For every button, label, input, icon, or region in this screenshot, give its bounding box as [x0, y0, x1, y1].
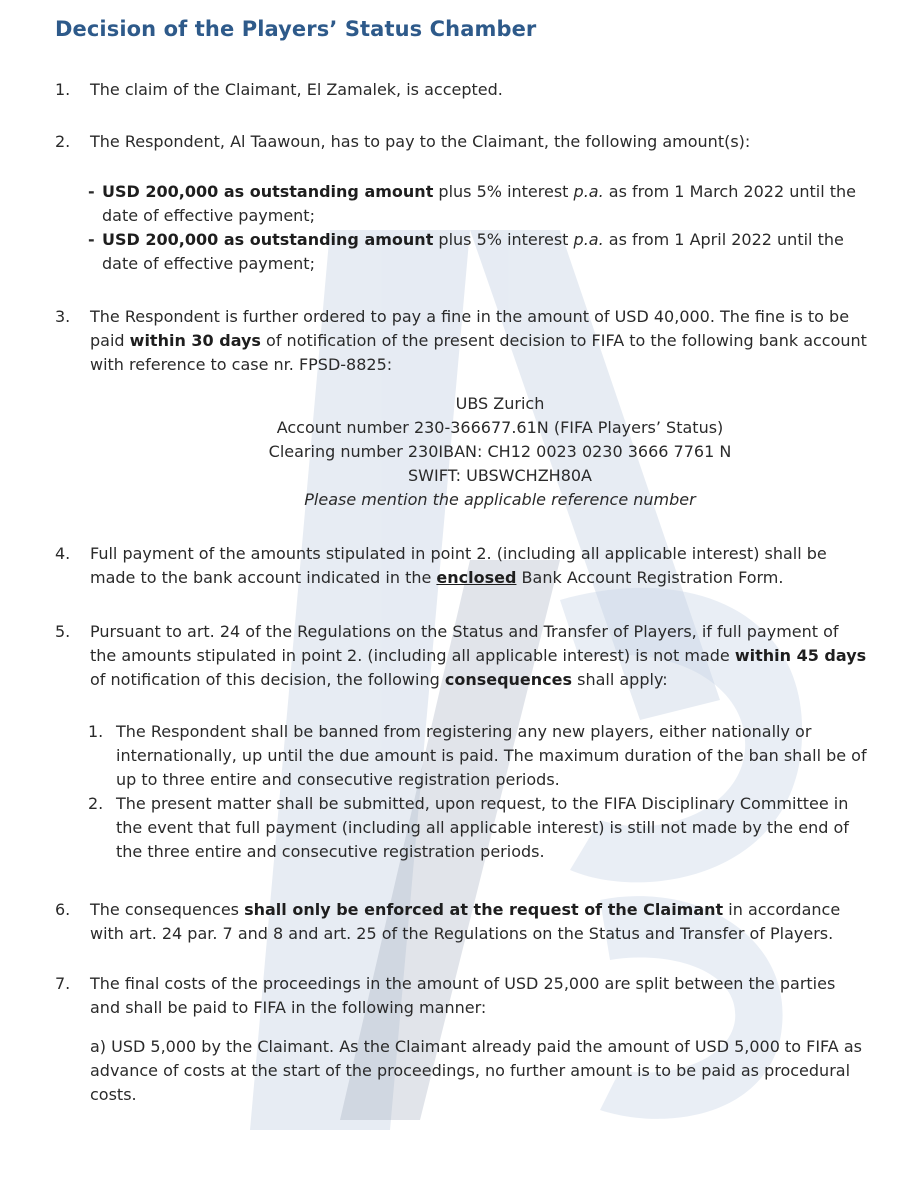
item-number: 4. — [55, 544, 71, 563]
decision-item-4 — [55, 542, 868, 590]
decision-item-2 — [55, 130, 868, 154]
item-text: Pursuant to art. 24 of the Regulations on the Status and Transfer of Players, if full payment of the amounts stipulated in point 2. (including all applicable interest) is not made within 45 days of notification of this decision, the following consequences shall apply: — [90, 622, 867, 689]
page-title: Decision of the Players’ Status Chamber — [55, 17, 537, 41]
item-text: Full payment of the amounts stipulated in point 2. (including all applicable interest) shall be made to the bank account indicated in the enclosed Bank Account Registration Form. — [90, 544, 827, 587]
consequences-list — [88, 720, 868, 864]
amount-bullet-1: - USD 200,000 as outstanding amount plus 5% interest p.a. as from 1 March 2022 until the date of effective payment; — [88, 182, 857, 225]
decision-item-7a — [55, 1035, 868, 1107]
swift-code: SWIFT: UBSWCHZH80A — [408, 466, 592, 485]
decision-item-5 — [55, 620, 868, 692]
decision-item-7 — [55, 972, 868, 1020]
item-number: 3. — [55, 307, 71, 326]
decision-item-3 — [55, 305, 868, 377]
bank-name: UBS Zurich — [455, 394, 545, 413]
item-number: 7. — [55, 974, 71, 993]
consequence-2: 2. The present matter shall be submitted, upon request, to the FIFA Disciplinary Committee in the event that full payment (including all applicable interest) is still not made by the end of the three entire and consecutive registration periods. — [88, 794, 849, 861]
decision-item-6 — [55, 898, 868, 946]
account-number: Account number 230-366677.61N (FIFA Players’ Status) — [276, 418, 724, 437]
amount-bullet-2: - USD 200,000 as outstanding amount plus 5% interest p.a. as from 1 April 2022 until the date of effective payment; — [88, 230, 844, 273]
amount-list — [88, 180, 868, 276]
item-number: 5. — [55, 622, 71, 641]
consequence-1: 1. The Respondent shall be banned from registering any new players, either nationally or internationally, up until the due amount is paid. The maximum duration of the ban shall be of up to three entire and consecutive registration periods. — [88, 722, 867, 789]
item-text: The final costs of the proceedings in the amount of USD 25,000 are split between the parties and shall be paid to FIFA in the following manner: — [90, 974, 836, 1017]
clearing-iban: Clearing number 230IBAN: CH12 0023 0230 3666 7761 N — [268, 442, 732, 461]
item-text: The Respondent, Al Taawoun, has to pay to the Claimant, the following amount(s): — [90, 132, 751, 151]
reference-note: Please mention the applicable reference number — [304, 490, 696, 509]
item-text: The consequences shall only be enforced at the request of the Claimant in accordance with art. 24 par. 7 and 8 and art. 25 of the Regulations on the Status and Transfer of Players. — [90, 900, 841, 943]
item-text: The Respondent is further ordered to pay a fine in the amount of USD 40,000. The fine is to be paid within 30 days of notification of the present decision to FIFA to the following bank account with reference to case nr. FPSD-8825: — [90, 307, 867, 374]
item-number: 6. — [55, 900, 71, 919]
item-text: The claim of the Claimant, El Zamalek, is accepted. — [90, 80, 503, 99]
item-number: 2. — [55, 132, 71, 151]
decision-item-1 — [55, 78, 868, 102]
bank-details — [200, 392, 800, 512]
item-text: a) USD 5,000 by the Claimant. As the Claimant already paid the amount of USD 5,000 to FIFA as advance of costs at the start of the proceedings, no further amount is to be paid as procedural costs. — [90, 1037, 862, 1104]
item-number: 1. — [55, 80, 71, 99]
